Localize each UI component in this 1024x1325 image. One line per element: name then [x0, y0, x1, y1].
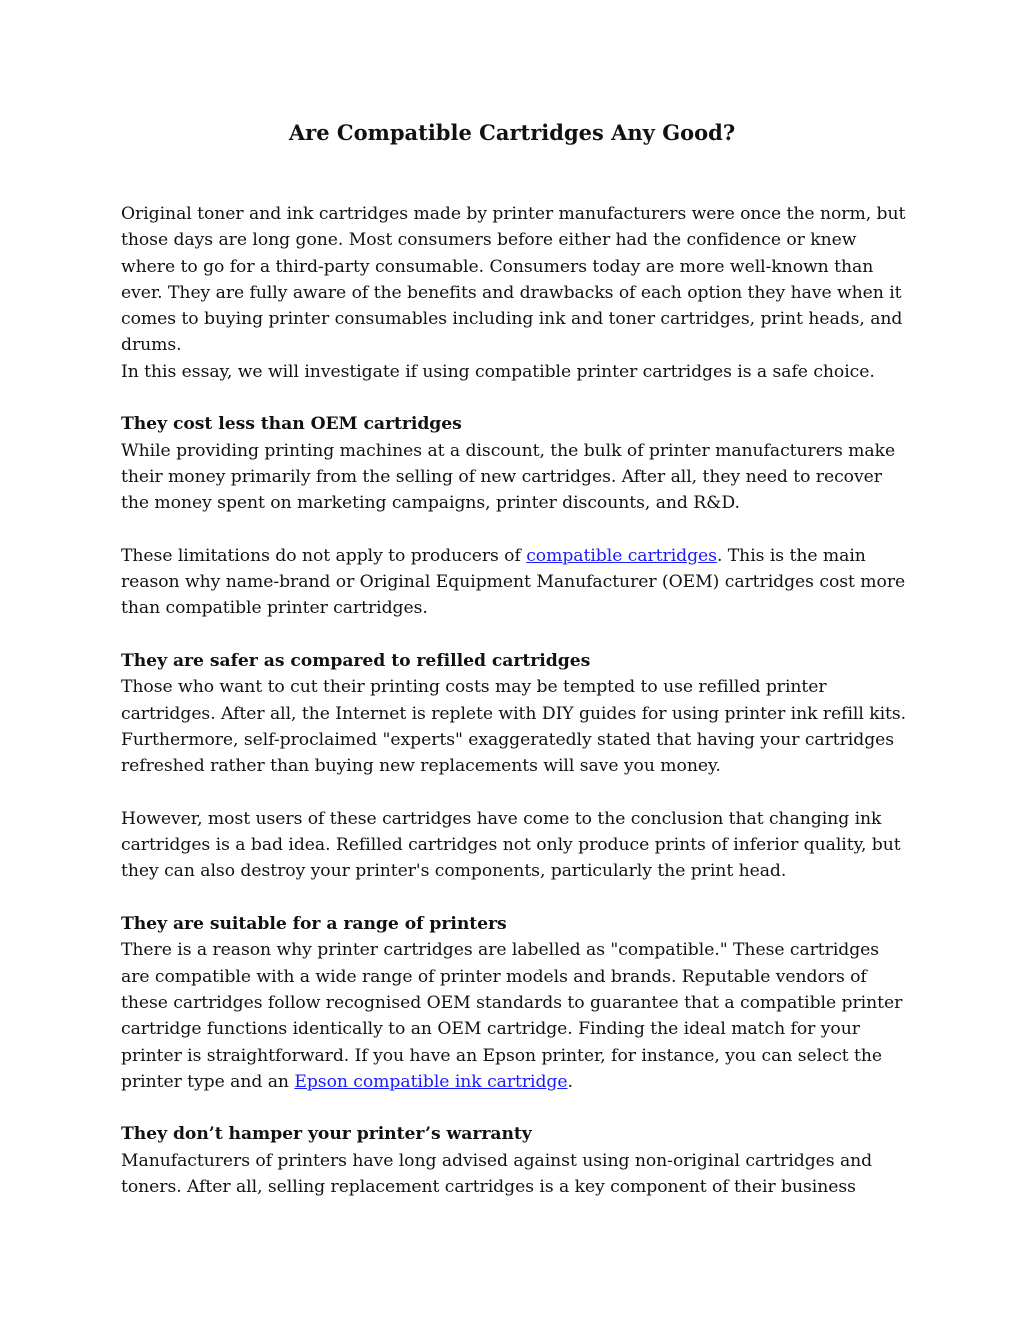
document-body: [121, 201, 911, 1200]
text-run: These limitations do not apply to producers of: [121, 545, 527, 566]
text-run: .: [567, 1071, 573, 1092]
section-cost-paragraph-2: [121, 543, 911, 622]
section-cost-paragraph-1: While providing printing machines at a discount, the bulk of printer manufacturers make their money primarily from the selling of new cartridges. After all, they need to recover the money spent on marketing campaigns, printer discounts, and R&D.: [121, 440, 896, 514]
text-run: . This is the main reason why name-brand or Original Equipment Manufacturer (OEM) cartridges cost more than compatible printer cartridges.: [121, 545, 906, 619]
section-heading-suitable: They are suitable for a range of printers: [121, 914, 507, 935]
compatible-cartridges-link[interactable]: compatible cartridges: [526, 545, 717, 566]
paragraph-gap: [121, 385, 911, 411]
paragraph-gap: [121, 1095, 911, 1121]
section-heading-warranty: They don’t hamper your printer’s warranty: [121, 1124, 532, 1145]
paragraph-gap: [121, 517, 911, 543]
section-suitable-paragraph-1: [121, 937, 911, 1095]
epson-compatible-ink-cartridge-link[interactable]: Epson compatible ink cartridge: [294, 1071, 568, 1092]
section-safer-paragraph-2: However, most users of these cartridges have come to the conclusion that changing ink cartridges is a bad idea. Refilled cartridges not only produce prints of inferior quality, but they can also destroy your printer's components, particularly the print head.: [121, 808, 901, 882]
section-safer-paragraph-1: Those who want to cut their printing costs may be tempted to use refilled printer cartridges. After all, the Internet is replete with DIY guides for using printer ink refill kits. Furthermore, self-proclaimed "experts" exaggeratedly stated that having your cartridges refreshed rather than buying new replacements will save you money.: [121, 677, 907, 777]
intro-paragraph-2: In this essay, we will investigate if using compatible printer cartridges is a safe choice.: [121, 361, 875, 382]
paragraph-gap: [121, 885, 911, 911]
section-heading-cost: They cost less than OEM cartridges: [121, 414, 462, 435]
intro-paragraph-1: Original toner and ink cartridges made by printer manufacturers were once the norm, but those days are long gone. Most consumers before either had the confidence or knew where to go for a third-party consumable. Consumers today are more well-known than ever. They are fully aware of the benefits and drawbacks of each option they have when it comes to buying printer consumables including ink and toner cartridges, print heads, and drums.: [121, 204, 906, 356]
text-run: There is a reason why printer cartridges are labelled as "compatible." These cartridges are compatible with a wide range of printer models and brands. Reputable vendors of these cartridges follow recognised OEM standards to guarantee that a compatible printer cartridge functions identically to an OEM cartridge. Finding the ideal match for your printer is straightforward. If you have an Epson printer, for instance, you can select the printer type and an: [121, 940, 903, 1092]
document-title: Are Compatible Cartridges Any Good?: [288, 120, 736, 145]
paragraph-gap: [121, 780, 911, 806]
section-heading-safer: They are safer as compared to refilled cartridges: [121, 651, 591, 672]
paragraph-gap: [121, 622, 911, 648]
section-warranty-paragraph-1: Manufacturers of printers have long advised against using non-original cartridges and toners. After all, selling replacement cartridges is a key component of their business: [121, 1150, 873, 1197]
